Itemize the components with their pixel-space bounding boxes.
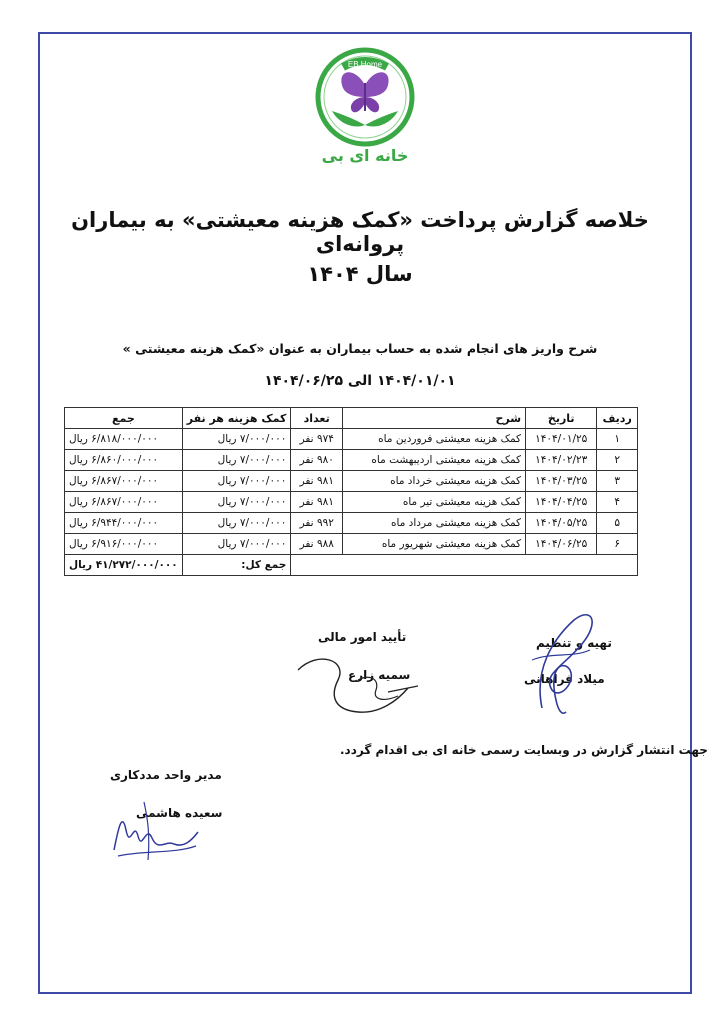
header-date: تاریخ: [526, 408, 597, 429]
payments-table: [64, 407, 638, 576]
total-label: جمع کل:: [182, 555, 291, 576]
prepared-signature: [512, 600, 602, 720]
header-count: تعداد: [291, 408, 343, 429]
header-per-person: کمک هزینه هر نفر: [182, 408, 291, 429]
total-empty-cell: [291, 555, 638, 576]
table-total-row: [65, 555, 638, 576]
row-count: ۹۸۰ نفر: [291, 450, 343, 471]
row-per-person: ۷/۰۰۰/۰۰۰ ریال: [182, 429, 291, 450]
header-index: ردیف: [597, 408, 638, 429]
row-count: ۹۸۱ نفر: [291, 492, 343, 513]
row-description: کمک هزینه معیشتی تیر ماه: [343, 492, 526, 513]
row-date: ۱۴۰۴/۰۶/۲۵: [526, 534, 597, 555]
report-title: خلاصه گزارش پرداخت «کمک هزینه معیشتی» به بیماران پروانه‌ای: [71, 208, 649, 256]
approved-title: تأیید امور مالی: [318, 630, 407, 644]
row-per-person: ۷/۰۰۰/۰۰۰ ریال: [182, 513, 291, 534]
row-sum: ۶/۸۶۷/۰۰۰/۰۰۰ ریال: [65, 471, 183, 492]
row-description: کمک هزینه معیشتی شهریور ماه: [343, 534, 526, 555]
table-header-row: [65, 408, 638, 429]
manager-title: مدیر واحد مددکاری: [110, 768, 222, 782]
table-row: [65, 429, 638, 450]
table-row: [65, 471, 638, 492]
logo-badge-text: EB Home: [347, 60, 383, 69]
approved-signature: [288, 640, 428, 720]
publish-note: جهت انتشار گزارش در وبسایت رسمی خانه ای بی اقدام گردد.: [340, 743, 708, 757]
date-range: ۱۴۰۴/۰۱/۰۱ الی ۱۴۰۴/۰۶/۲۵: [264, 373, 456, 389]
report-description: شرح واریز های انجام شده به حساب بیماران به عنوان «کمک هزینه معیشتی »: [122, 341, 598, 356]
row-count: ۹۹۲ نفر: [291, 513, 343, 534]
table-row: [65, 513, 638, 534]
row-sum: ۶/۹۱۶/۰۰۰/۰۰۰ ریال: [65, 534, 183, 555]
table-row: [65, 492, 638, 513]
row-index: ۶: [597, 534, 638, 555]
prepared-title: تهیه و تنظیم: [536, 636, 612, 650]
row-date: ۱۴۰۴/۰۲/۲۳: [526, 450, 597, 471]
report-year: سال ۱۴۰۴: [307, 262, 413, 286]
row-description: کمک هزینه معیشتی مرداد ماه: [343, 513, 526, 534]
prepared-name: میلاد فراهانی: [524, 672, 605, 686]
row-count: ۹۸۱ نفر: [291, 471, 343, 492]
approved-name: سمیه زارع: [348, 668, 411, 682]
row-per-person: ۷/۰۰۰/۰۰۰ ریال: [182, 450, 291, 471]
row-index: ۴: [597, 492, 638, 513]
table-row: [65, 450, 638, 471]
row-sum: ۶/۸۶۰/۰۰۰/۰۰۰ ریال: [65, 450, 183, 471]
row-index: ۱: [597, 429, 638, 450]
row-date: ۱۴۰۴/۰۱/۲۵: [526, 429, 597, 450]
manager-signature: [104, 780, 204, 870]
row-count: ۹۸۸ نفر: [291, 534, 343, 555]
row-count: ۹۷۴ نفر: [291, 429, 343, 450]
row-description: کمک هزینه معیشتی خرداد ماه: [343, 471, 526, 492]
row-sum: ۶/۸۶۷/۰۰۰/۰۰۰ ریال: [65, 492, 183, 513]
table-row: [65, 534, 638, 555]
row-sum: ۶/۸۱۸/۰۰۰/۰۰۰ ریال: [65, 429, 183, 450]
row-description: کمک هزینه معیشتی اردیبهشت ماه: [343, 450, 526, 471]
total-value: ۴۱/۲۷۲/۰۰۰/۰۰۰ ریال: [65, 555, 183, 576]
header-description: شرح: [343, 408, 526, 429]
row-date: ۱۴۰۴/۰۵/۲۵: [526, 513, 597, 534]
row-per-person: ۷/۰۰۰/۰۰۰ ریال: [182, 492, 291, 513]
logo-name: خانه ای بی: [321, 146, 409, 165]
row-date: ۱۴۰۴/۰۳/۲۵: [526, 471, 597, 492]
header-sum: جمع: [65, 408, 183, 429]
row-index: ۲: [597, 450, 638, 471]
row-index: ۵: [597, 513, 638, 534]
row-index: ۳: [597, 471, 638, 492]
manager-name: سعیده هاشمی: [136, 806, 223, 820]
row-sum: ۶/۹۴۴/۰۰۰/۰۰۰ ریال: [65, 513, 183, 534]
row-per-person: ۷/۰۰۰/۰۰۰ ریال: [182, 534, 291, 555]
row-per-person: ۷/۰۰۰/۰۰۰ ریال: [182, 471, 291, 492]
row-description: کمک هزینه معیشتی فروردین ماه: [343, 429, 526, 450]
row-date: ۱۴۰۴/۰۴/۲۵: [526, 492, 597, 513]
